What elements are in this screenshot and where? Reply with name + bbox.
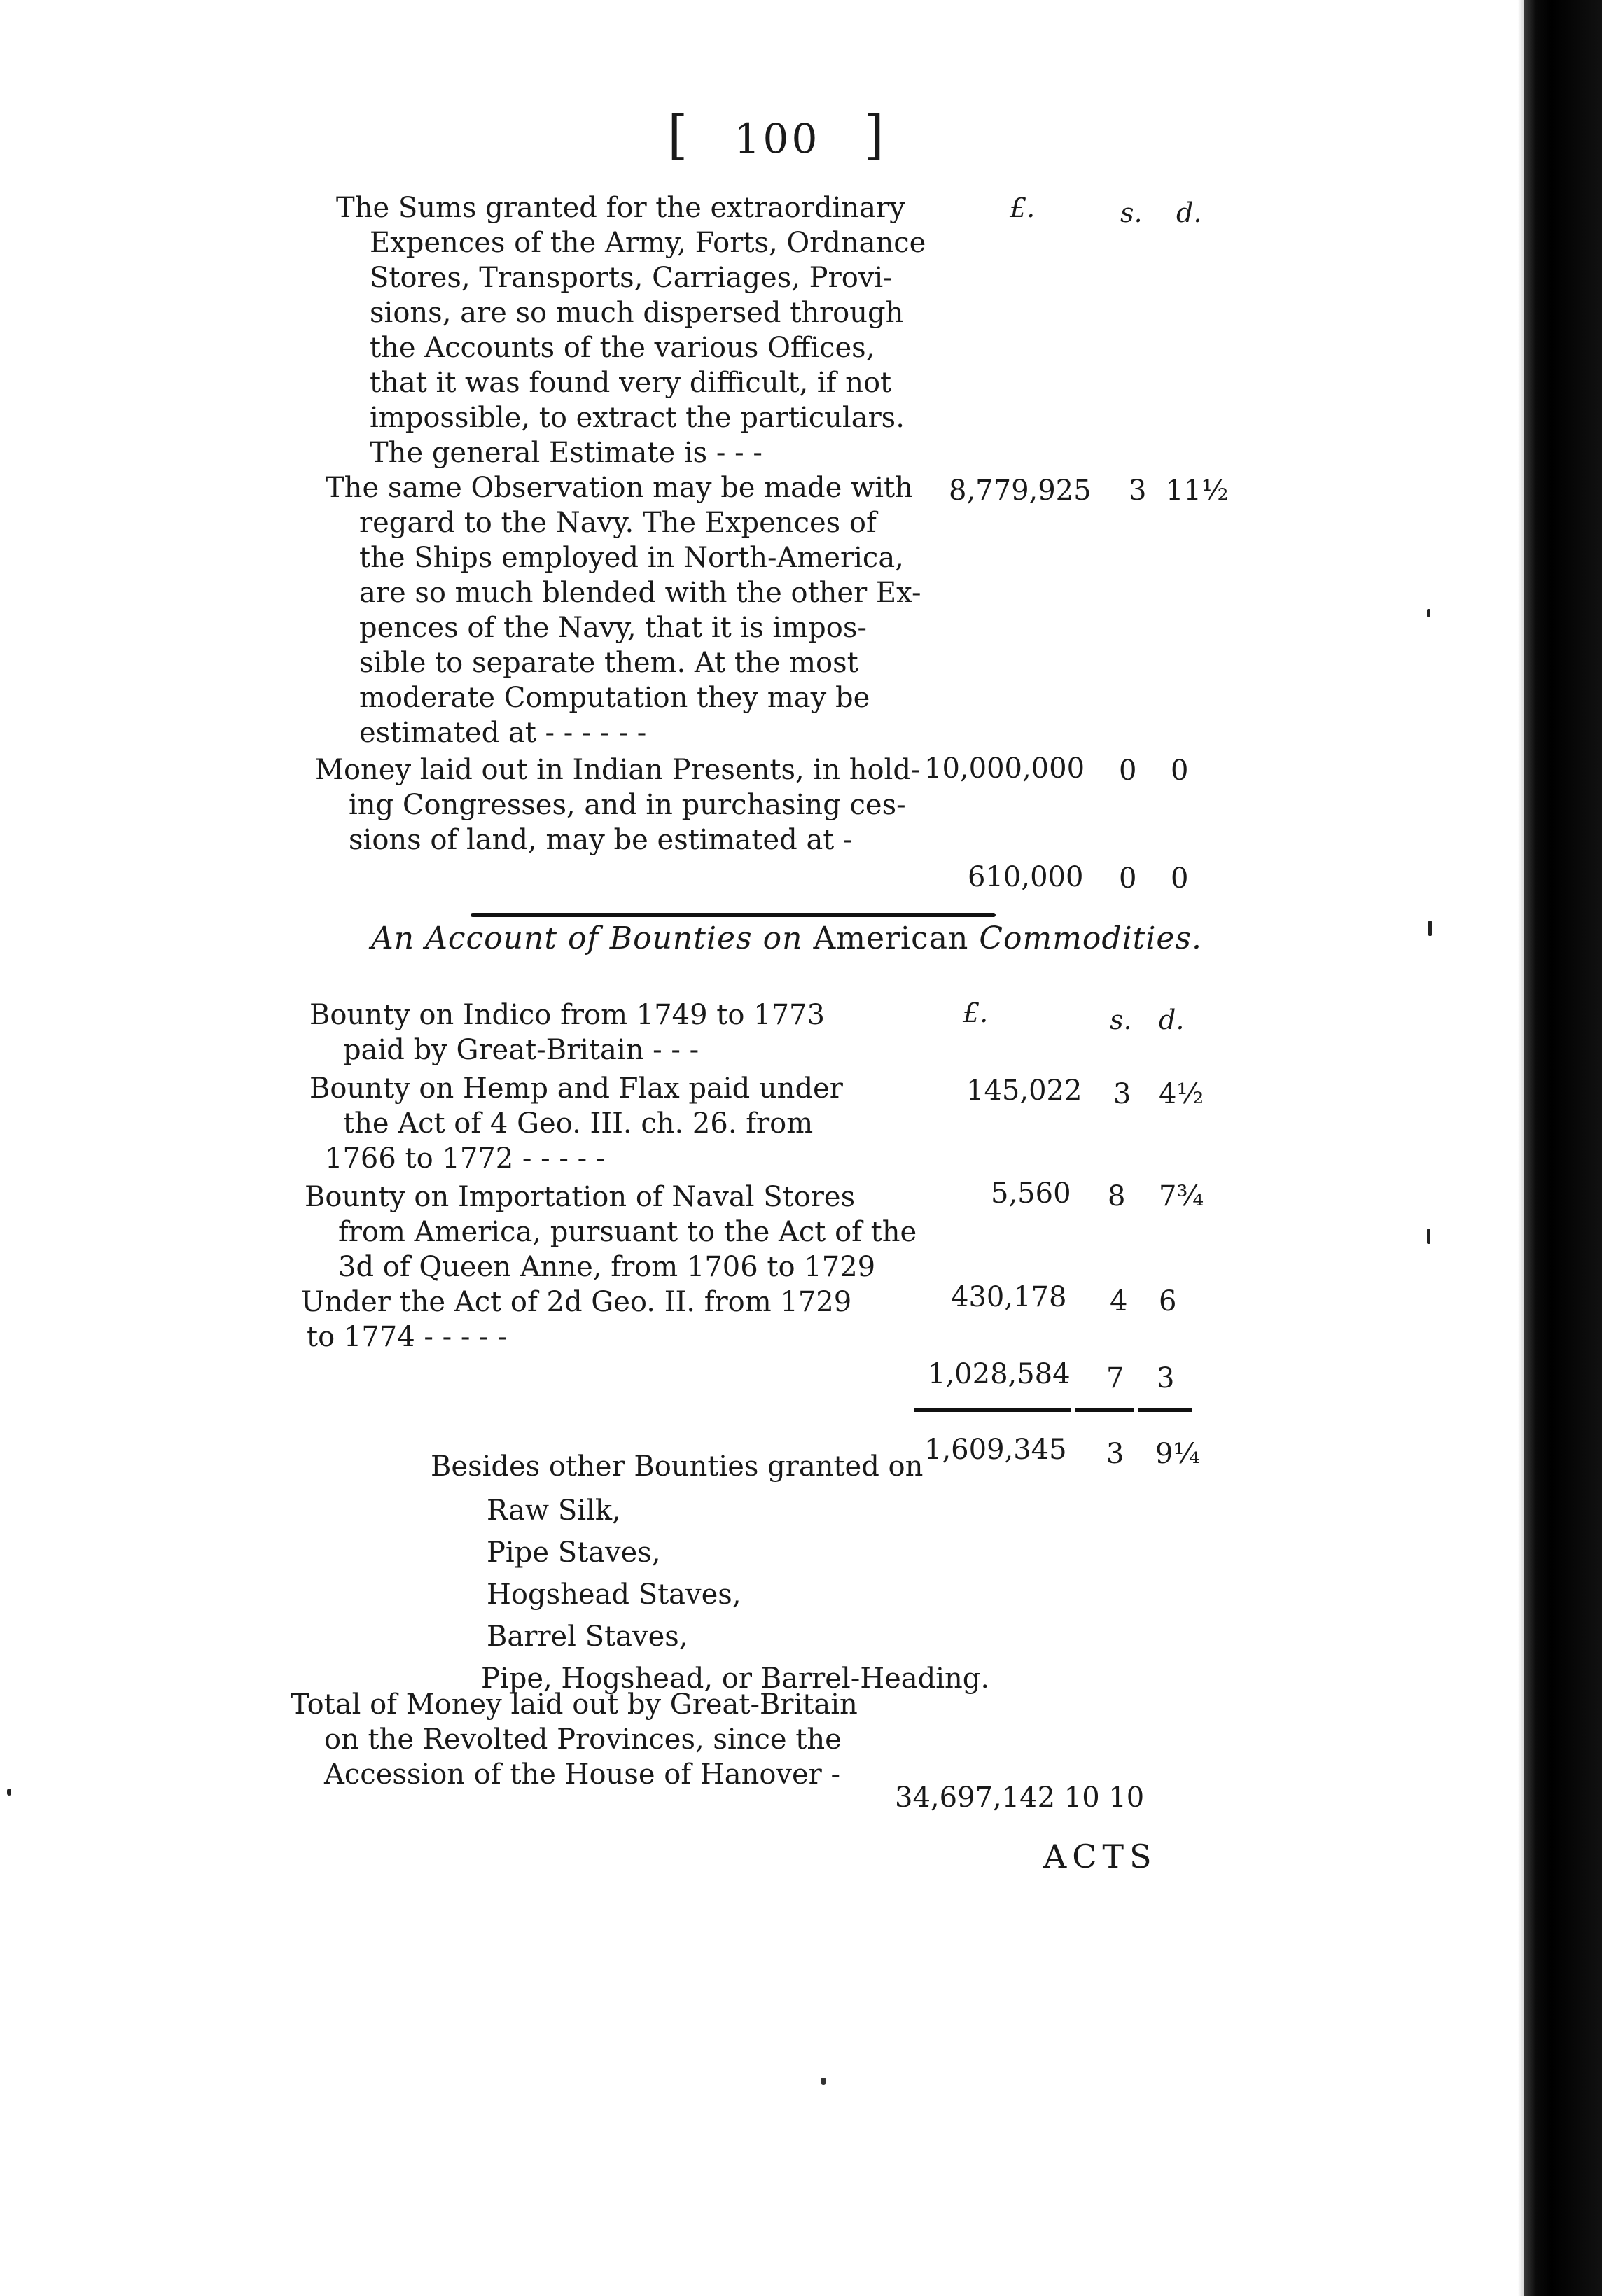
entry-line: regard to the Navy. The Expences of [359,507,877,539]
entry-line: Bounty on Importation of Naval Stores [305,1181,856,1213]
amount-shillings: 0 [1119,862,1137,895]
bracket-right: ] [863,105,887,165]
edge-speck [1427,609,1430,617]
entry-line: the Ships employed in North-America, [359,542,904,574]
entry-navy-expences [326,470,921,750]
entry-line: from America, pursuant to the Act of the [338,1216,917,1248]
entry-line: Total of Money laid out by Great-Britain [291,1688,858,1721]
entry-line: the Accounts of the various Offices, [370,332,875,364]
besides-heading: Besides other Bounties granted on [431,1450,924,1483]
col-heading-pence: d. [1159,1004,1185,1035]
entry-line: are so much blended with the other Ex- [359,577,921,609]
amount-pounds: 8,779,925 [949,475,1092,507]
amount-shillings: 8 [1108,1180,1126,1212]
amount-shillings: 4 [1110,1285,1128,1317]
entry-line: paid by Great-Britain - - - [343,1034,699,1066]
amount-pence: 11½ [1166,475,1229,507]
amount-pounds: 5,560 [991,1177,1071,1210]
grand-total-text [291,1687,858,1792]
title-italic-part: An Account of Bounties on [371,920,803,956]
title-italic-part: Commodities. [979,920,1203,956]
title-roman-part: American [813,920,969,956]
entry-line: that it was found very difficult, if not [370,367,892,399]
amount-pounds: 1,028,584 [928,1358,1071,1390]
amount-pounds: 610,000 [968,861,1084,893]
entry-line: sions of land, may be estimated at - [349,824,853,856]
entry-line: estimated at - - - - - - [359,717,647,749]
list-item: Raw Silk, [487,1494,621,1527]
sum-rule-pounds [914,1408,1071,1412]
amount-shillings: 0 [1119,755,1137,787]
amount-pence: 6 [1159,1285,1177,1317]
entry-bounty-hemp-flax [309,1071,843,1176]
section-title-bounties [371,920,1202,956]
entry-line: impossible, to extract the particulars. [370,402,905,434]
amount-shillings: 3 [1113,1078,1131,1110]
entry-line: Under the Act of 2d Geo. II. from 1729 [301,1286,852,1318]
entry-line: The Sums granted for the extraordinary [336,192,905,224]
grand-total-amount: 34,697,142 10 10 [895,1782,1145,1814]
entry-line: on the Revolted Provinces, since the [324,1723,842,1756]
list-item: Barrel Staves, [487,1620,688,1653]
total-pounds: 1,609,345 [924,1434,1067,1466]
entry-line: Expences of the Army, Forts, Ordnance [370,227,926,259]
col-heading-pounds: £. [1010,192,1036,223]
entry-line: sions, are so much dispersed through [370,297,904,329]
catchword: ACTS [1043,1837,1157,1875]
list-item: Hogshead Staves, [487,1578,741,1611]
entry-line: ing Congresses, and in purchasing ces- [349,789,906,821]
amount-pence: 3 [1157,1362,1175,1394]
bracket-left: [ [667,105,691,165]
col-heading-shillings: s. [1120,197,1143,228]
entry-line: Accession of the House of Hanover - [324,1758,841,1791]
entry-line: sible to separate them. At the most [359,647,858,679]
entry-bounty-geo-ii [301,1284,851,1354]
entry-line: Bounty on Indico from 1749 to 1773 [309,999,825,1031]
page-edge-shadow [1518,0,1524,2296]
amount-pence: 0 [1171,755,1189,787]
list-item: Pipe Staves, [487,1536,661,1569]
entry-line: pences of the Navy, that it is impos- [359,612,867,644]
total-pence: 9¼ [1155,1438,1201,1470]
edge-speck [1428,920,1432,936]
amount-pence: 7¾ [1159,1180,1204,1212]
entry-bounty-naval-stores [305,1180,917,1284]
amount-pounds: 10,000,000 [924,752,1085,785]
entry-line: moderate Computation they may be [359,682,870,714]
amount-shillings: 3 [1129,475,1147,507]
entry-line: to 1774 - - - - - [307,1321,507,1353]
entry-army-expences [336,190,926,470]
col-heading-shillings: s. [1110,1004,1132,1035]
entry-line: 3d of Queen Anne, from 1706 to 1729 [338,1251,876,1283]
amount-pounds: 145,022 [966,1074,1082,1107]
entry-bounty-indico [309,997,825,1068]
total-shillings: 3 [1106,1438,1124,1470]
sum-rule-shillings [1075,1408,1134,1412]
page-header [658,105,896,165]
page-number: 100 [734,115,821,162]
amount-shillings: 7 [1106,1362,1124,1394]
amount-pounds: 430,178 [951,1281,1067,1313]
list-item: Pipe, Hogshead, or Barrel-Heading. [481,1662,990,1695]
entry-indian-presents [315,752,920,858]
edge-speck [7,1788,11,1795]
entry-line: 1766 to 1772 - - - - - [325,1142,606,1175]
col-heading-pence: d. [1176,197,1202,228]
edge-speck [1427,1228,1430,1244]
book-spine [1524,0,1602,2296]
ink-speck [821,2078,826,2085]
amount-pence: 0 [1171,862,1189,895]
col-heading-pounds: £. [963,997,989,1028]
entry-line: Stores, Transports, Carriages, Provi- [370,262,893,294]
entry-line: the Act of 4 Geo. III. ch. 26. from [343,1107,814,1140]
entry-line: The general Estimate is - - - [370,437,762,469]
besides-list [481,1490,990,1700]
section-rule [471,913,996,917]
sum-rule-pence [1138,1408,1192,1412]
entry-line: Bounty on Hemp and Flax paid under [309,1072,843,1105]
entry-line: The same Observation may be made with [326,472,913,504]
entry-line: Money laid out in Indian Presents, in hold- [315,754,921,786]
amount-pence: 4½ [1159,1078,1204,1110]
